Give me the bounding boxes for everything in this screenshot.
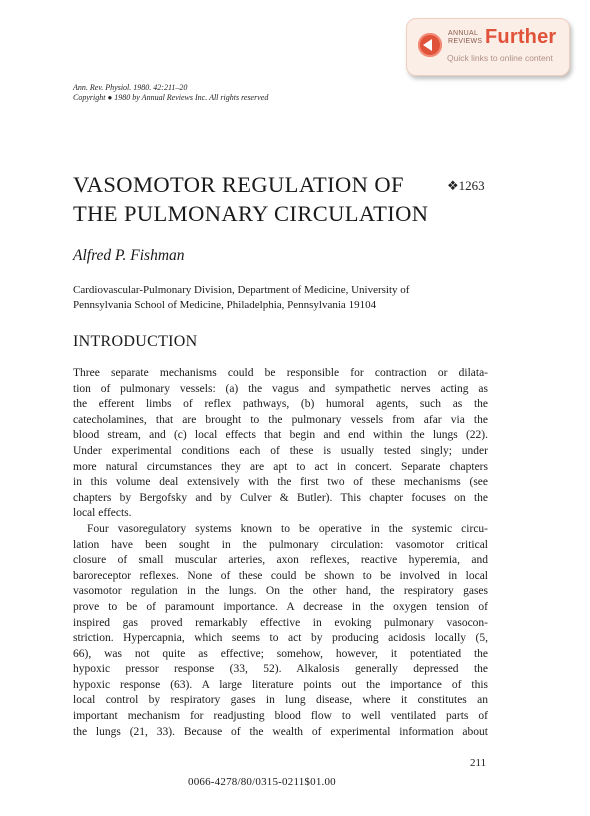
body-line: tion of pulmonary vessels: (a) the vagus and sympathetic nerves acting as bbox=[73, 382, 488, 395]
article-title-line1: VASOMOTOR REGULATION OF bbox=[73, 172, 404, 197]
body-line: Under experimental conditions each of these is usually tested singly; under bbox=[73, 444, 488, 457]
body-line: important mechanism for readjusting blood flow to well ventilated parts of bbox=[73, 710, 488, 723]
body-line: lation have been sought in the pulmonary circulation: vasomotor critical bbox=[73, 538, 488, 551]
body-line: striction. Hypercapnia, which seems to act by producing acidosis locally (5, bbox=[73, 632, 488, 645]
article-title bbox=[73, 170, 428, 228]
body-line: local control by respiratory gases in lung disease, where it constitutes an bbox=[73, 694, 488, 707]
body-line: the lungs (21, 33). Because of the wealth of experimental information about bbox=[73, 725, 488, 738]
badge-annual: ANNUAL bbox=[448, 30, 479, 37]
body-line: prove to be of paramount importance. A decrease in the oxygen tension of bbox=[73, 600, 488, 613]
body-line: hypoxic response (63). A large literature points out the importance of this bbox=[73, 678, 488, 691]
page-number: 211 bbox=[470, 757, 487, 769]
body-line: hypoxic pressor response (33, 52). Alkalosis generally depressed the bbox=[73, 663, 488, 676]
body-line: vasomotor regulation in the lungs. On the other hand, the respiratory gases bbox=[73, 585, 488, 598]
body-line: the efferent limbs of reflex pathways, (b) humoral agents, such as the bbox=[73, 398, 488, 411]
body-line: local effects. bbox=[73, 507, 132, 520]
affiliation-line2: Pennsylvania School of Medicine, Philadelphia, Pennsylvania 19104 bbox=[73, 299, 377, 311]
body-line: in this volume deal extensively with the first two of these mechanisms (see bbox=[73, 476, 488, 489]
body-line: chapters by Bergofsky and by Culver & Butler). This chapter focuses on the bbox=[73, 491, 488, 504]
badge-publisher bbox=[448, 30, 482, 46]
body-line: Three separate mechanisms could be responsible for contraction or dilata- bbox=[73, 367, 488, 379]
body-line: catecholamines, that are brought to the pulmonary vessels from afar via the bbox=[73, 413, 488, 426]
article-title-line2: THE PULMONARY CIRCULATION bbox=[73, 201, 429, 226]
footer-code: 0066-4278/80/0315-0211$01.00 bbox=[188, 776, 336, 788]
body-line: closure of small muscular arteries, axon reflexes, reactive hyperemia, and bbox=[73, 554, 488, 567]
body-line: blood stream, and (c) local effects that begin and end within the lungs (22). bbox=[73, 429, 488, 442]
section-heading: INTRODUCTION bbox=[73, 333, 198, 350]
body-text bbox=[73, 366, 488, 740]
badge-subtitle: Quick links to online content bbox=[447, 53, 553, 63]
annual-reviews-logo-icon bbox=[418, 33, 442, 57]
article-author: Alfred P. Fishman bbox=[73, 247, 185, 264]
journal-citation: Ann. Rev. Physiol. 1980. 42:211–20 bbox=[73, 83, 188, 92]
affiliation-line1: Cardiovascular-Pulmonary Division, Department of Medicine, University of bbox=[73, 284, 410, 296]
article-code: ❖1263 bbox=[447, 178, 485, 193]
body-line: 66), was not quite as effective; somehow, however, it potentiated the bbox=[73, 647, 488, 660]
body-line: inspired gas proved remarkably effective in evoking pulmonary vasocon- bbox=[73, 616, 488, 629]
body-line: more natural circumstances they are apt to act in concert. Separate chapters bbox=[73, 460, 488, 473]
author-affiliation bbox=[73, 283, 409, 313]
journal-info bbox=[73, 83, 268, 103]
badge-further-label: Further bbox=[485, 26, 557, 48]
further-badge[interactable] bbox=[406, 18, 570, 76]
badge-reviews: REVIEWS bbox=[448, 38, 483, 45]
body-line: baroreceptor reflexes. None of these could be shown to be involved in local bbox=[73, 569, 488, 582]
journal-copyright: Copyright ● 1980 by Annual Reviews Inc. All rights reserved bbox=[73, 93, 269, 102]
body-line: Four vasoregulatory systems known to be operative in the systemic circu- bbox=[87, 522, 488, 535]
